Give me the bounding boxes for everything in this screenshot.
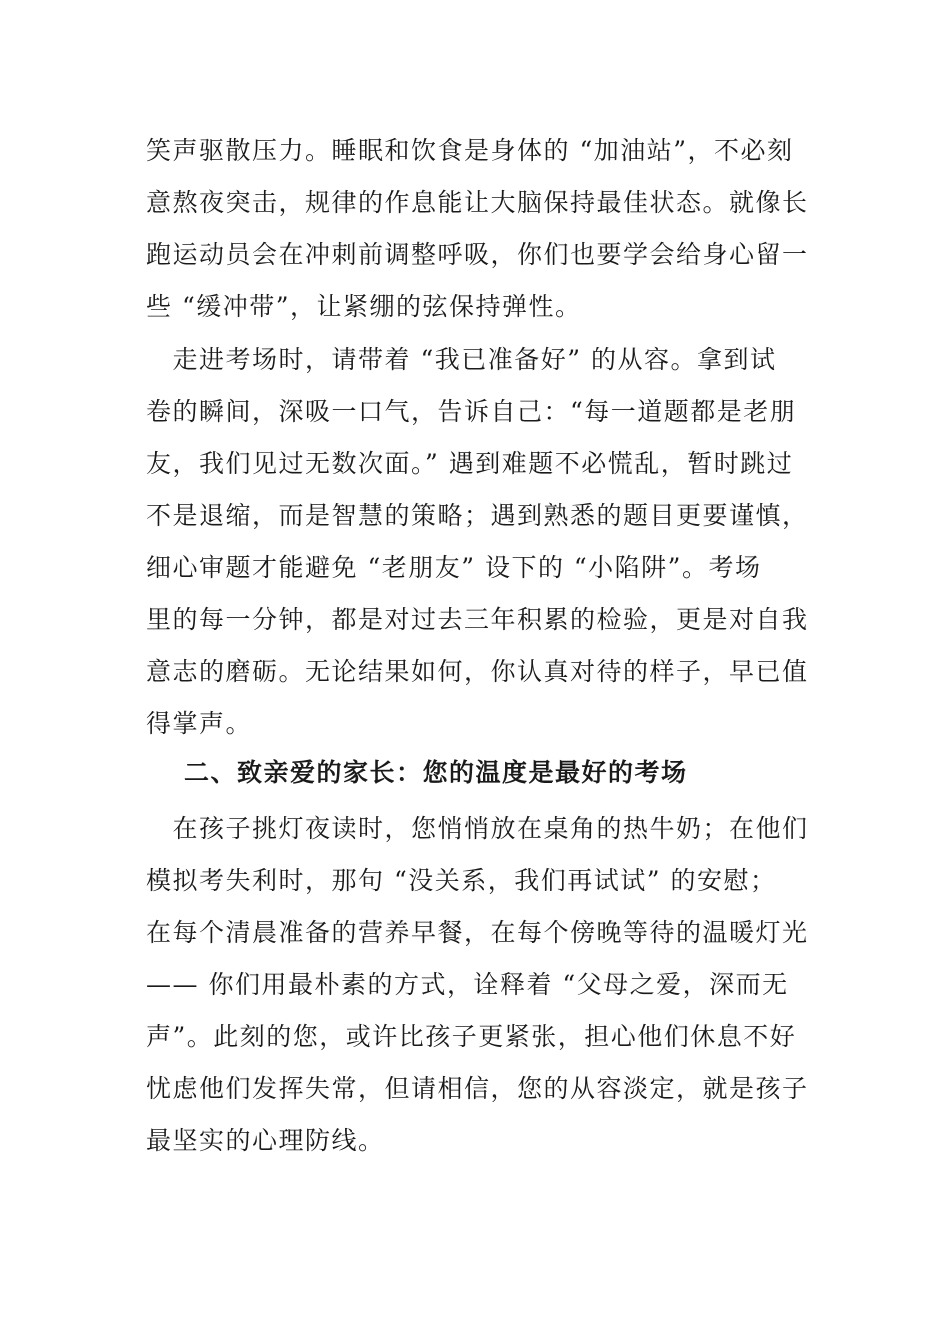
paragraph-line: 得掌声。 xyxy=(146,709,253,738)
paragraph-3 xyxy=(146,803,809,1167)
paragraph-line: 最坚实的心理防线。 xyxy=(146,1126,385,1155)
paragraph-line: 走进考场时，请带着 “我已准备好” 的从容。拿到试 xyxy=(146,345,777,374)
paragraph-line: 跑运动员会在冲刺前调整呼吸，你们也要学会给身心留一 xyxy=(146,240,809,269)
paragraph-line: —— 你们用最朴素的方式，诠释着 “父母之爱，深而无 xyxy=(146,970,789,999)
paragraph-line: 不是退缩，而是智慧的策略；遇到熟悉的题目更要谨慎， xyxy=(146,501,809,530)
paragraph-line: 意志的磨砺。无论结果如何，你认真对待的样子，早已值 xyxy=(146,657,809,686)
paragraph-line: 忧虑他们发挥失常，但请相信，您的从容淡定，就是孩子 xyxy=(146,1074,809,1103)
section-heading: 二、致亲爱的家长：您的温度是最好的考场 xyxy=(184,758,688,787)
paragraph-line: 卷的瞬间，深吸一口气，告诉自己：“每一道题都是老朋 xyxy=(146,397,797,426)
paragraph-line: 友，我们见过无数次面。” 遇到难题不必慌乱，暂时跳过 xyxy=(146,449,794,478)
paragraph-line: 意熬夜突击，规律的作息能让大脑保持最佳状态。就像长 xyxy=(146,188,809,217)
paragraph-line: 声”。此刻的您，或许比孩子更紧张，担心他们休息不好 xyxy=(146,1022,797,1051)
paragraph-line: 笑声驱散压力。睡眠和饮食是身体的 “加油站”，不必刻 xyxy=(146,136,794,165)
paragraph-line: 里的每一分钟，都是对过去三年积累的检验，更是对自我 xyxy=(146,605,809,634)
paragraph-line: 在每个清晨准备的营养早餐，在每个傍晚等待的温暖灯光 xyxy=(146,918,809,947)
paragraph-line: 模拟考失利时，那句 “没关系，我们再试试” 的安慰； xyxy=(146,866,777,895)
paragraph-line: 在孩子挑灯夜读时，您悄悄放在桌角的热牛奶；在他们 xyxy=(146,814,809,843)
paragraph-line: 细心审题才能避免 “老朋友” 设下的 “小陷阱”。考场 xyxy=(146,553,762,582)
paragraph-2 xyxy=(146,334,809,750)
paragraph-1 xyxy=(146,125,809,333)
paragraph-line: 些 “缓冲带”，让紧绷的弦保持弹性。 xyxy=(146,292,582,321)
